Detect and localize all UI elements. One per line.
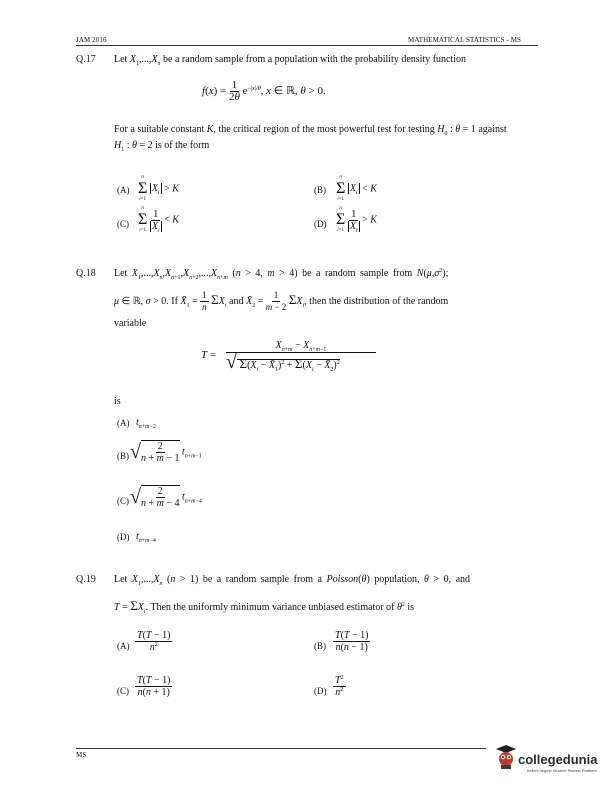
q19-option-a-label: (A) [117, 641, 130, 651]
q19-number: Q.19 [76, 574, 96, 585]
q19-option-b: $\frac{T(T - 1)}{n(n - 1)}$ [335, 630, 369, 653]
q18-option-d-label: (D) [117, 532, 130, 542]
q19-line-2: $T = \Sigma X_i$. Then the uniformly minimum variance unbiased estimator of $\theta^2$ is [114, 598, 415, 615]
q18-is: is [114, 396, 121, 407]
q19-option-b-label: (B) [314, 641, 326, 651]
q17-density: f(x) = $\frac{1}{2\theta}$ $e^{-|x|/\theta}$, x ∈ ℝ, θ > 0. [202, 79, 326, 103]
q18-option-b-label: (B) [117, 451, 129, 461]
q17-option-a: n Σ i=1 $X_i > K$ [138, 175, 179, 202]
q18-number: Q.18 [76, 268, 96, 279]
q18-line-2: μ ∈ ℝ, σ > 0. If $X̄_1$ = $\frac{1}{n}$ $\Sigma X_i$ and $X̄_2$ = $\frac{1}{m - 2}$ $\Sigma X_i$, then the distribution of the random [114, 290, 449, 312]
brand-tagline: India's largest Student Review Platform [527, 768, 597, 773]
header-right: MATHEMATICAL STATISTICS - MS [408, 36, 522, 44]
q18-option-b: √ $\frac{2}{n + m - 1}$ $t_{n+m-1}$ [130, 441, 202, 464]
q18-formula-t: T = [201, 349, 217, 361]
q17-body-1: For a suitable constant K, the critical region of the most powerful test for testing $H_0$ : θ = 1 against [114, 124, 507, 137]
q19-option-c-label: (C) [117, 686, 129, 696]
header-left: JAM 2016 [76, 36, 107, 44]
q19-option-c: $\frac{T(T - 1)}{n(n + 1)}$ [137, 675, 171, 698]
q18-option-c-label: (C) [117, 496, 129, 506]
q17-option-b-label: (B) [314, 185, 326, 195]
footer-code: MS [76, 751, 87, 759]
q19-option-d: $\frac{T^2}{n^2}$ [335, 675, 344, 698]
q17-number: Q.17 [76, 54, 96, 65]
q17-option-b: n Σ i=1 $X_i < K$ [336, 175, 377, 202]
q17-option-d-label: (D) [314, 219, 327, 229]
q17-option-d: n Σ i=1 $\frac{1}{X_i}$ > K [336, 206, 377, 234]
q19-option-a: $\frac{T(T - 1)}{n^2}$ [137, 630, 171, 653]
q18-line-1: Let $X_1,...,X_n,X_{n+1},X_{n+2},...,X_{n+m}$ (n > 4, m > 4) be a random sample from $N(\mu,\sigma^2)$; [114, 268, 449, 281]
q18-option-c: √ $\frac{2}{n + m - 4}$ $t_{n+m-4}$ [130, 486, 202, 509]
q19-option-d-label: (D) [314, 686, 327, 696]
q18-option-a-label: (A) [117, 418, 130, 428]
graduate-owl-icon [496, 744, 516, 770]
brand-logo: collegedunia [518, 752, 598, 767]
q18-formula-fraction: $X_{n+m} - X_{n+m-1}$ √ $\Sigma(X_i$ − $X̄_1)^2 + \Sigma(X_i$ − $X̄_2)^2$ [226, 340, 376, 373]
q18-option-a: $t_{n+m-2}$ [136, 417, 156, 430]
footer-rule [76, 748, 486, 749]
q18-option-d: $t_{n+m-4}$ [136, 531, 156, 544]
q19-line-1: Let $X_1,...,X_n$ (n > 1) be a random sample from a Poisson(θ) population, θ > 0, and [114, 574, 471, 587]
q17-option-c-label: (C) [117, 219, 129, 229]
header-rule [76, 45, 538, 46]
q18-line-3: variable [114, 318, 147, 329]
q17-body-2: $H_1$ : θ = 2 is of the form [114, 140, 210, 153]
q17-option-c: n Σ i=1 $\frac{1}{X_i}$ < K [138, 206, 179, 234]
q17-stem: Let $X_1,...,X_n$ be a random sample from a population with the probability density function [114, 54, 467, 67]
q17-option-a-label: (A) [117, 185, 130, 195]
